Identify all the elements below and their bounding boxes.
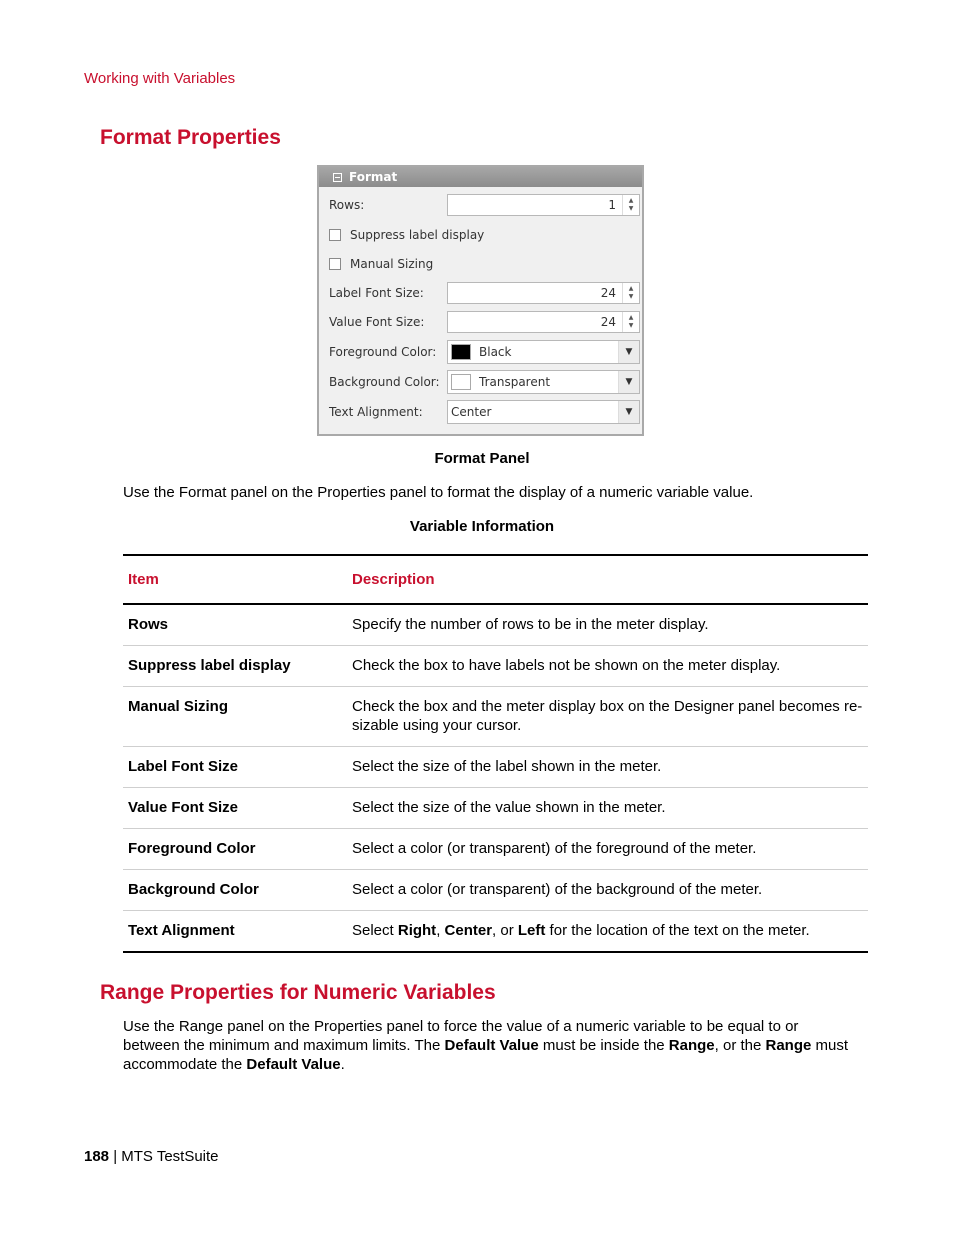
text-alignment-select[interactable] — [447, 400, 640, 424]
running-head: Working with Variables — [84, 70, 236, 87]
row-item: Rows — [123, 604, 347, 646]
row-description: Select the size of the label shown in the meter. — [347, 747, 868, 788]
label-font-value[interactable]: 24 — [600, 286, 616, 300]
dropdown-arrow-icon[interactable]: ▼ — [618, 341, 639, 363]
table-row — [123, 788, 868, 829]
rows-label: Rows: — [329, 198, 365, 212]
table-row — [123, 646, 868, 687]
row-item: Background Color — [123, 870, 347, 911]
desc-text: for the location of the text on the meter. — [545, 922, 810, 939]
rows-value[interactable]: 1 — [608, 198, 616, 212]
product-name: MTS TestSuite — [121, 1148, 219, 1165]
desc-text: Select — [352, 922, 398, 939]
row-description — [347, 911, 868, 953]
manual-sizing-checkbox[interactable] — [329, 258, 341, 270]
manual-sizing-text: Manual Sizing — [350, 257, 434, 271]
collapse-icon[interactable] — [333, 173, 342, 182]
table-row — [123, 911, 868, 953]
table-row — [123, 604, 868, 646]
para-text: , or the — [714, 1037, 766, 1054]
row-description: Select a color (or transparent) of the foreground of the meter. — [347, 829, 868, 870]
spin-up-icon[interactable]: ▲ — [628, 197, 634, 204]
dropdown-arrow-icon[interactable]: ▼ — [618, 401, 639, 423]
spin-down-icon[interactable]: ▼ — [628, 322, 634, 329]
desc-bold: Center — [444, 922, 493, 939]
background-value: Transparent — [479, 375, 551, 389]
value-font-value[interactable]: 24 — [600, 315, 616, 329]
alignment-row — [329, 400, 638, 424]
figure-caption: Format Panel — [434, 450, 530, 467]
format-properties-heading: Format Properties — [100, 126, 281, 149]
format-panel-title: Format — [349, 170, 398, 184]
desc-bold: Left — [517, 922, 546, 939]
range-properties-heading: Range Properties for Numeric Variables — [100, 981, 496, 1004]
row-description: Select the size of the value shown in the meter. — [347, 788, 868, 829]
background-label: Background Color: — [329, 375, 440, 389]
desc-text: , — [436, 922, 445, 939]
para-bold: Default Value — [444, 1037, 539, 1054]
row-description: Specify the number of rows to be in the meter display. — [347, 604, 868, 646]
alignment-label: Text Alignment: — [329, 405, 423, 419]
foreground-swatch — [451, 344, 471, 360]
row-item: Suppress label display — [123, 646, 347, 687]
rows-spin-arrows[interactable] — [622, 195, 639, 215]
para-bold: Range — [765, 1037, 812, 1054]
manual-sizing-row — [329, 252, 638, 276]
spin-down-icon[interactable]: ▼ — [628, 205, 634, 212]
para-text: Use the Range panel on the Properties panel to force the value of a numeric variable to be equal to or between the minimum and maximum limits. The — [123, 1018, 799, 1054]
background-row — [329, 370, 638, 394]
desc-text: , or — [492, 922, 518, 939]
row-description: Check the box and the meter display box on the Designer panel becomes re-sizable using your cursor. — [347, 687, 868, 747]
table-row — [123, 870, 868, 911]
spin-up-icon[interactable]: ▲ — [628, 314, 634, 321]
row-item: Manual Sizing — [123, 687, 347, 747]
value-font-spin-arrows[interactable] — [622, 312, 639, 332]
row-item: Label Font Size — [123, 747, 347, 788]
range-paragraph — [123, 1017, 853, 1074]
label-font-label: Label Font Size: — [329, 286, 424, 300]
value-font-row — [329, 310, 638, 334]
footer-separator: | — [109, 1148, 122, 1165]
page-footer — [84, 1148, 219, 1165]
para-text: . — [340, 1056, 345, 1073]
table-caption: Variable Information — [409, 518, 555, 535]
column-header-description: Description — [347, 555, 868, 604]
spin-down-icon[interactable]: ▼ — [628, 293, 634, 300]
spin-up-icon[interactable]: ▲ — [628, 285, 634, 292]
desc-bold: Right — [397, 922, 437, 939]
para-text: must accommodate the — [123, 1037, 849, 1073]
value-font-label: Value Font Size: — [329, 315, 425, 329]
variable-info-table — [123, 554, 868, 953]
background-swatch — [451, 374, 471, 390]
row-item: Value Font Size — [123, 788, 347, 829]
foreground-color-select[interactable] — [447, 340, 640, 364]
alignment-value: Center — [451, 405, 492, 419]
suppress-label-text: Suppress label display — [350, 228, 485, 242]
row-item: Foreground Color — [123, 829, 347, 870]
label-font-row — [329, 281, 638, 305]
format-panel-header[interactable] — [319, 167, 642, 187]
page-number: 188 — [84, 1148, 110, 1165]
label-font-stepper[interactable] — [447, 282, 640, 304]
para-bold: Default Value — [246, 1056, 341, 1073]
table-row — [123, 687, 868, 747]
foreground-label: Foreground Color: — [329, 345, 437, 359]
value-font-stepper[interactable] — [447, 311, 640, 333]
para-bold: Range — [668, 1037, 715, 1054]
row-description: Check the box to have labels not be shown on the meter display. — [347, 646, 868, 687]
suppress-row — [329, 223, 638, 247]
row-description: Select a color (or transparent) of the background of the meter. — [347, 870, 868, 911]
rows-stepper[interactable] — [447, 194, 640, 216]
background-color-select[interactable] — [447, 370, 640, 394]
column-header-item: Item — [123, 555, 347, 604]
table-header-row — [123, 555, 868, 604]
format-panel — [317, 165, 644, 436]
foreground-row — [329, 340, 638, 364]
suppress-label-checkbox[interactable] — [329, 229, 341, 241]
row-item: Text Alignment — [128, 922, 235, 939]
label-font-spin-arrows[interactable] — [622, 283, 639, 303]
format-intro: Use the Format panel on the Properties panel to format the display of a numeric variable value. — [123, 484, 754, 501]
table-row — [123, 747, 868, 788]
foreground-value: Black — [479, 345, 512, 359]
table-row — [123, 829, 868, 870]
para-text: must be inside the — [538, 1037, 669, 1054]
rows-row — [329, 193, 638, 217]
dropdown-arrow-icon[interactable]: ▼ — [618, 371, 639, 393]
